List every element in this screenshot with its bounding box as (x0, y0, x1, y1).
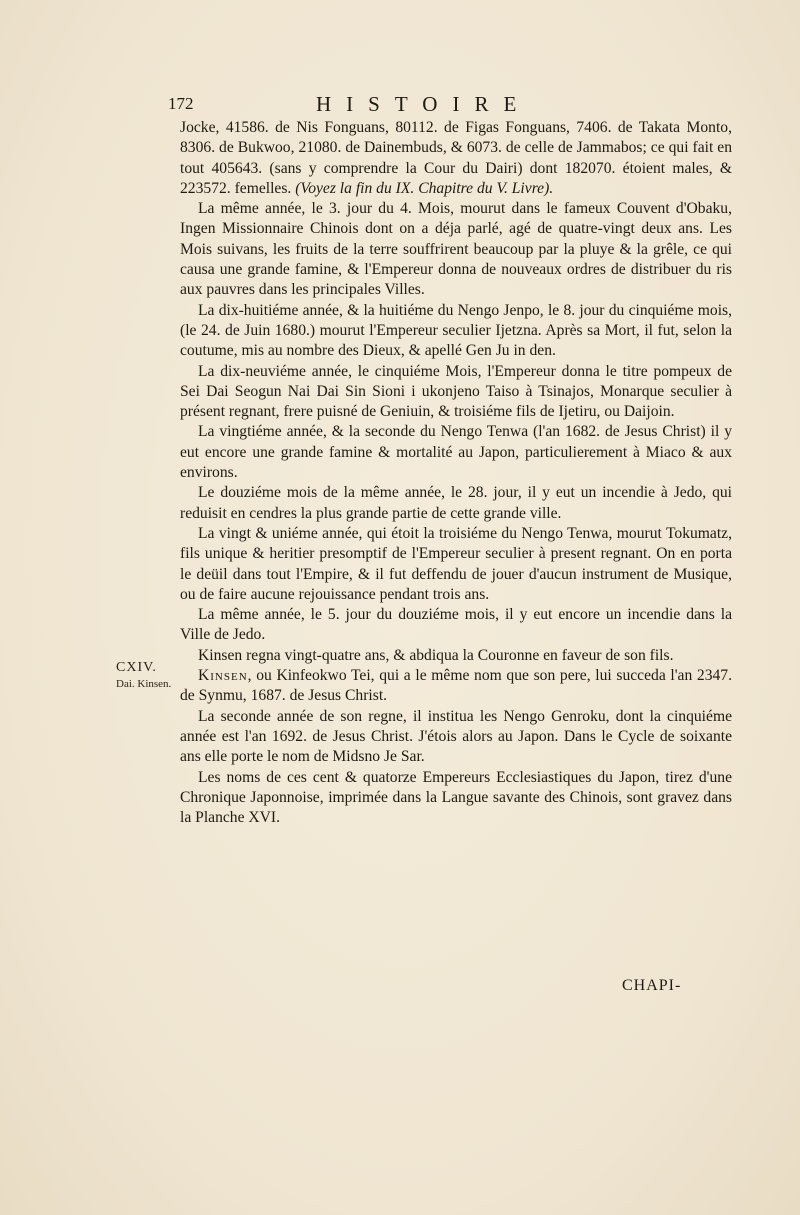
paragraph-twenty-first-year: La vingt & uniéme année, qui étoit la troisiéme du Nengo Tenwa, mourut Tokumatz, fils unique & heritier presomptif de l'Empereur seculier à present regnant. On en porta le deüil dans tout l'Empire, & il fut deffendu de jouer d'aucun instrument de Musique, ou de faire aucune rejouissance pendant trois ans. (180, 524, 732, 603)
emperor-name: Kinsen (198, 667, 248, 685)
paragraph-second-fire: La même année, le 5. jour du douziéme mois, il y eut encore un incendie dans la Ville de Jedo. (180, 606, 732, 644)
paragraph-fire-jedo: Le douziéme mois de la même année, le 28. jour, il y eut un incendie à Jedo, qui reduisit en cendres la plus grande partie de cette grande ville. (180, 484, 732, 522)
body-text (180, 118, 732, 828)
catchword: CHAPI- (622, 977, 682, 994)
paragraph-text: Jocke, 41586. de Nis Fonguans, 80112. de Figas Fonguans, 7406. de Takata Monto, 8306. de Bukwoo, 21080. de Dainembuds, & 6073. de celle de Jammabos; ce qui fait en tout 405643. (sans y comprendre la Cour du Dairi) dont 182070. étoient males, & 223572. femelles. (180, 119, 732, 197)
paragraph-abdication: Kinsen regna vingt-quatre ans, & abdiqua la Couronne en faveur de son fils. (198, 646, 674, 664)
paragraph-obaku: La même année, le 3. jour du 4. Mois, mourut dans le fameux Couvent d'Obaku, Ingen Missionnaire Chinois dont on a déja parlé, agé de quatre-vingt deux ans. Les Mois suivans, les fruits de la terre souffrirent beaucoup par la pluye & la grêle, ce qui causa une grande famine, & l'Empereur donna de nouveaux ordres de distribuer du ris aux pauvres dans les principales Villes. (180, 200, 732, 299)
page-number: 172 (168, 94, 194, 113)
paragraph-nineteenth-year: La dix-neuviéme année, le cinquiéme Mois, l'Empereur donna le titre pompeux de Sei Dai Seogun Nai Dai Sin Sioni i ukonjeno Taiso à Tsinajos, Monarque seculier à présent regnant, frere puisné de Geniuin, & troisiéme fils de Ijetiru, ou Daijoin. (180, 362, 732, 421)
running-head: HISTOIRE (316, 92, 532, 116)
paragraph-jocke (180, 118, 732, 199)
reign-name: Dai. Kinsen. (116, 678, 172, 690)
paragraph-twentieth-year: La vingtiéme année, & la seconde du Nengo Tenwa (l'an 1682. de Jesus Christ) il y eut encore une grande famine & mortalité au Japon, particulierement à Miaco & aux environs. (180, 423, 732, 482)
cross-reference: (Voyez la fin du IX. Chapitre du V. Livre). (295, 179, 554, 197)
paragraph-eighteenth-year: La dix-huitiéme année, & la huitiéme du Nengo Jenpo, le 8. jour du cinquiéme mois, (le 24. de Juin 1680.) mourut l'Empereur seculier Ijetzna. Après sa Mort, il fut, selon la coutume, mis au nombre des Dieux, & apellé Gen Ju in den. (180, 301, 732, 360)
reign-number: CXIV. (116, 660, 157, 675)
page-header (168, 92, 736, 118)
paragraph-text: , ou Kinfeokwo Tei, qui a le même nom que son pere, lui succeda l'an 2347. de Synmu, 1687. de Jesus Christ. (180, 667, 732, 705)
paragraph-plate-xvi: Les noms de ces cent & quatorze Empereurs Ecclesiastiques du Japon, tirez d'une Chronique Japonnoise, imprimée dans la Langue savante des Chinois, sont gravez dans la Planche XVI. (180, 768, 732, 827)
paragraph-kinsen-succession (180, 666, 732, 707)
paragraph-genroku: La seconde année de son regne, il institua les Nengo Genroku, dont la cinquiéme année est l'an 1692. de Jesus Christ. J'étois alors au Japon. Dans le Cycle de soixante ans elle porte le nom de Midsno Je Sar. (180, 707, 732, 766)
margin-note (116, 660, 176, 690)
